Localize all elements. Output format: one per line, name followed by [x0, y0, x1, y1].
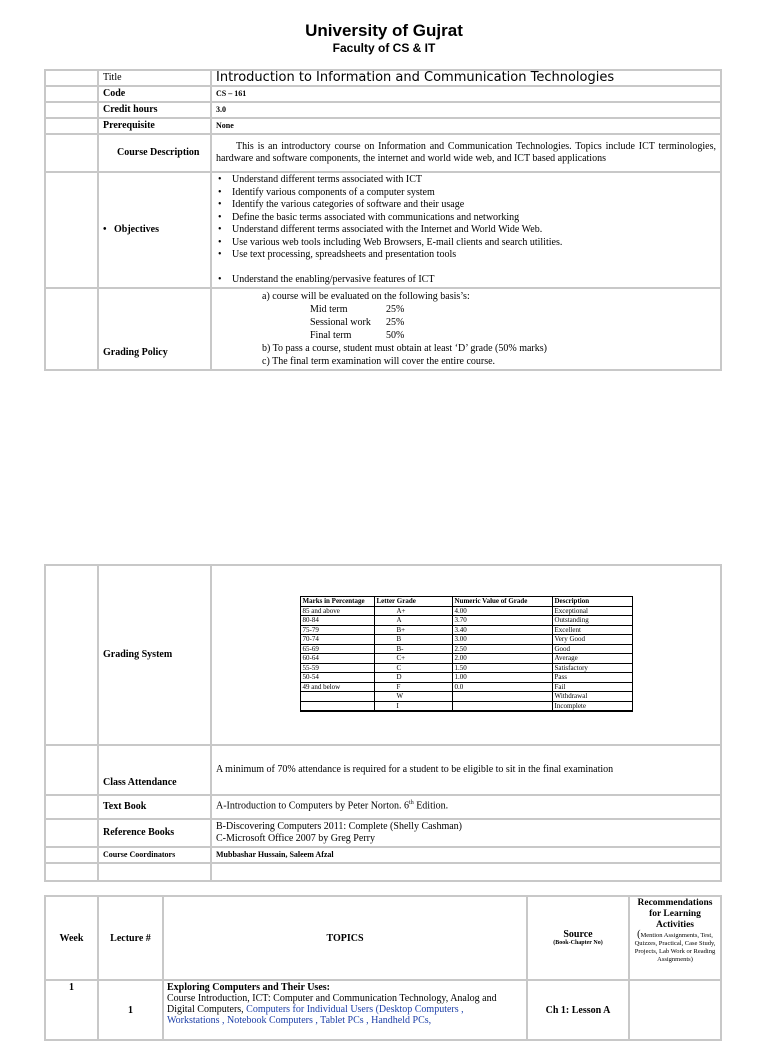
- objective-item: • Identify the various categories of software and their usage: [232, 199, 716, 212]
- grade-cell: 1.50: [452, 663, 552, 673]
- grade-cell: 0.0: [452, 682, 552, 692]
- recommendations-header: Recommendations for Learning Activities (Mention Assignments, Test, Quizzes, Practical, Case Study, Projects, Lab Work or Reading Assignments): [629, 896, 721, 980]
- prereq-value: None: [211, 118, 721, 134]
- grade-cell: Outstanding: [552, 616, 632, 626]
- textbook-value: A-Introduction to Computers by Peter Norton. 6th Edition.: [211, 795, 721, 819]
- university-title: University of Gujrat: [305, 21, 463, 40]
- grade-cell: F: [374, 682, 452, 692]
- grade-cell: [300, 701, 374, 711]
- grade-row: [300, 606, 632, 616]
- credit-label: Credit hours: [98, 102, 211, 118]
- grading-item-sessional: Sessional work 25%: [310, 317, 405, 328]
- grade-header-cell: Letter Grade: [374, 597, 452, 607]
- grade-cell: 4.00: [452, 606, 552, 616]
- week-cell: 1: [45, 980, 98, 1040]
- grade-row: [300, 635, 632, 645]
- grading-policy-c: c) The final term examination will cover the entire course.: [262, 356, 496, 367]
- grade-cell: 49 and below: [300, 682, 374, 692]
- grade-cell: Exceptional: [552, 606, 632, 616]
- grade-row: [300, 701, 632, 711]
- grade-cell: 2.00: [452, 654, 552, 664]
- lecture-header: Lecture #: [98, 896, 163, 980]
- credit-value: 3.0: [211, 102, 721, 118]
- grade-row: [300, 644, 632, 654]
- grade-cell: A+: [374, 606, 452, 616]
- grade-cell: 65-69: [300, 644, 374, 654]
- title-label: Title: [98, 70, 211, 86]
- grade-cell: 70-74: [300, 635, 374, 645]
- grading-system-table: [44, 564, 722, 882]
- grade-row: [300, 673, 632, 683]
- grade-row: [300, 654, 632, 664]
- grading-policy-cell: [211, 288, 721, 370]
- grade-cell: Excellent: [552, 625, 632, 635]
- grade-cell: Pass: [552, 673, 632, 683]
- grade-cell: [374, 711, 452, 712]
- grade-row: [300, 625, 632, 635]
- textbook-label: Text Book: [98, 795, 211, 819]
- grade-cell: Incomplete: [552, 701, 632, 711]
- reference-value: B-Discovering Computers 2011: Complete (Shelly Cashman) C-Microsoft Office 2007 by Greg Perry: [211, 819, 721, 847]
- grade-cell: Very Good: [552, 635, 632, 645]
- grade-cell: B-: [374, 644, 452, 654]
- grade-header-cell: Numeric Value of Grade: [452, 597, 552, 607]
- grade-header-cell: Description: [552, 597, 632, 607]
- coordinators-value: Mubbashar Hussain, Saleem Afzal: [211, 847, 721, 863]
- objective-item: • Understand different terms associated with the Internet and World Wide Web.: [232, 224, 716, 237]
- course-info-table: [44, 69, 722, 371]
- code-value: CS – 161: [211, 86, 721, 102]
- objectives-list: [216, 174, 716, 286]
- grade-cell: Satisfactory: [552, 663, 632, 673]
- schedule-table: [44, 895, 722, 1041]
- grade-scale-header: [300, 597, 632, 607]
- grade-cell: [552, 711, 632, 712]
- grade-cell: 1.00: [452, 673, 552, 683]
- grading-policy-label: Grading Policy: [98, 288, 211, 370]
- objective-item: • Understand the enabling/pervasive features of ICT: [232, 274, 716, 287]
- code-label: Code: [98, 86, 211, 102]
- grade-cell: 3.70: [452, 616, 552, 626]
- grade-cell: 50-54: [300, 673, 374, 683]
- grading-item-final: Final term 50%: [310, 330, 405, 341]
- grade-cell: 75-79: [300, 625, 374, 635]
- grade-row: [300, 616, 632, 626]
- grade-cell: [300, 711, 374, 712]
- grade-cell: Good: [552, 644, 632, 654]
- attendance-value: A minimum of 70% attendance is required for a student to be eligible to sit in the final examination: [211, 745, 721, 795]
- source-cell: Ch 1: Lesson A: [527, 980, 629, 1040]
- objective-item: • Use text processing, spreadsheets and presentation tools: [232, 249, 716, 262]
- grade-cell: B+: [374, 625, 452, 635]
- objectives-cell: [211, 172, 721, 288]
- reference-label: Reference Books: [98, 819, 211, 847]
- grade-cell: [452, 711, 552, 712]
- grade-cell: C: [374, 663, 452, 673]
- grade-cell: [452, 692, 552, 702]
- week-header: Week: [45, 896, 98, 980]
- grade-row: [300, 711, 632, 712]
- grading-item-mid: Mid term 25%: [310, 304, 405, 315]
- grade-cell: 3.40: [452, 625, 552, 635]
- grade-cell: [300, 692, 374, 702]
- grade-row: [300, 663, 632, 673]
- grade-header-cell: Marks in Percentage: [300, 597, 374, 607]
- grade-cell: A: [374, 616, 452, 626]
- grade-cell: D: [374, 673, 452, 683]
- grade-cell: 55-59: [300, 663, 374, 673]
- grading-system-cell: [211, 565, 721, 745]
- grade-cell: [452, 701, 552, 711]
- objective-item: • Define the basic terms associated with communications and networking: [232, 212, 716, 225]
- grade-cell: I: [374, 701, 452, 711]
- coordinators-label: Course Coordinators: [98, 847, 211, 863]
- lecture-cell: 1: [98, 980, 163, 1040]
- grading-policy-a: a) course will be evaluated on the following basis’s:: [262, 291, 470, 302]
- grade-cell: 85 and above: [300, 606, 374, 616]
- objective-item: • Understand different terms associated with ICT: [232, 174, 716, 187]
- grading-policy-b: b) To pass a course, student must obtain at least ‘D’ grade (50% marks): [262, 343, 547, 354]
- prereq-label: Prerequisite: [98, 118, 211, 134]
- grade-cell: 3.00: [452, 635, 552, 645]
- topics-header: TOPICS: [163, 896, 527, 980]
- grade-row: [300, 692, 632, 702]
- grade-cell: W: [374, 692, 452, 702]
- description-label: Course Description: [98, 134, 211, 172]
- grade-cell: Average: [552, 654, 632, 664]
- attendance-label: Class Attendance: [98, 745, 211, 795]
- title-value: Introduction to Information and Communication Technologies: [211, 70, 721, 86]
- grade-cell: 80-84: [300, 616, 374, 626]
- grade-cell: 60-64: [300, 654, 374, 664]
- objectives-label: • Objectives: [98, 172, 211, 288]
- faculty-subtitle: Faculty of CS & IT: [332, 41, 436, 55]
- grade-scale-table: [300, 596, 633, 712]
- grade-cell: B: [374, 635, 452, 645]
- objective-item: • Use various web tools including Web Browsers, E-mail clients and search utilities.: [232, 237, 716, 250]
- grading-system-label: Grading System: [98, 565, 211, 745]
- description-value: This is an introductory course on Information and Communication Technologies. Topics include ICT terminologies, hardware and software components, the internet and world wide web, and ICT based applications: [211, 134, 721, 172]
- topic-cell: Exploring Computers and Their Uses: Course Introduction, ICT: Computer and Communication Technology, Analog and Digital Computers, Computers for Individual Users (Desktop Computers , Workstations , Notebook Computers , Tablet PCs , Handheld PCs,: [163, 980, 527, 1040]
- grade-row: [300, 682, 632, 692]
- recommendation-cell: [629, 980, 721, 1040]
- objective-item: • Identify various components of a computer system: [232, 187, 716, 200]
- grade-cell: Fail: [552, 682, 632, 692]
- grade-cell: Withdrawal: [552, 692, 632, 702]
- source-header: Source (Book-Chapter No): [527, 896, 629, 980]
- grade-cell: C+: [374, 654, 452, 664]
- grade-cell: 2.50: [452, 644, 552, 654]
